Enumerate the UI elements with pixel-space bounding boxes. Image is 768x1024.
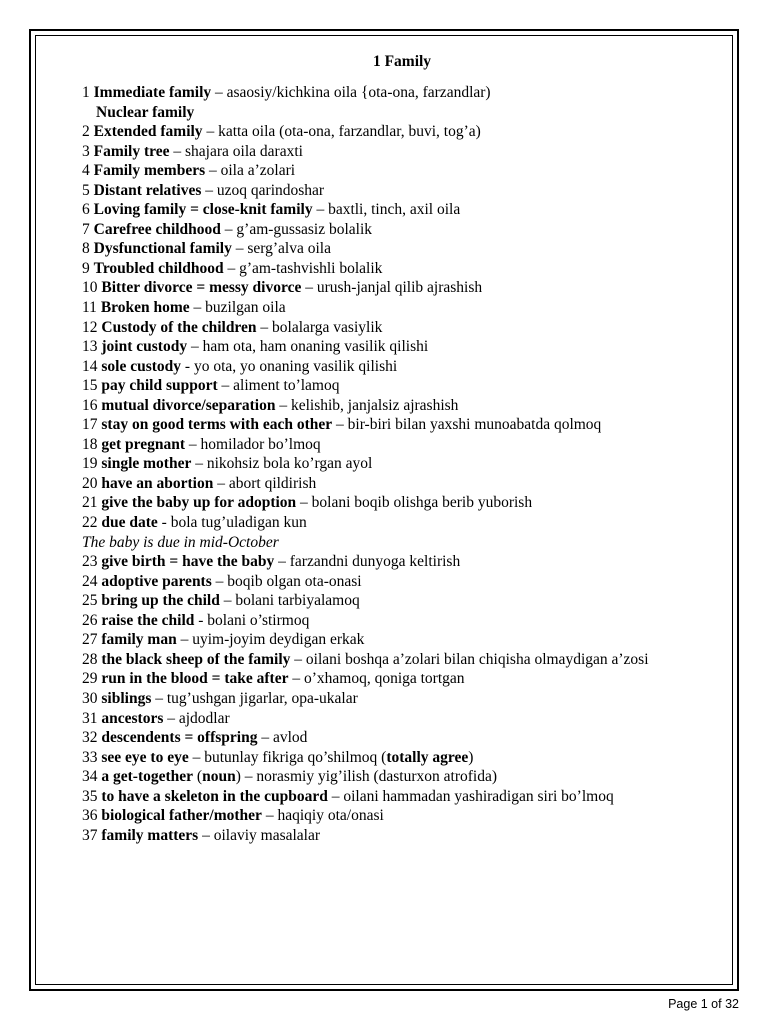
entry-term: pay child support (101, 377, 218, 395)
entry-separator: – (191, 455, 207, 473)
entry-separator: ( (193, 768, 203, 786)
entry-term: ancestors (101, 709, 164, 727)
vocab-entry (82, 728, 712, 748)
entry-term: Custody of the children (101, 318, 257, 336)
entry-term: a get-together (101, 768, 194, 786)
entry-separator: – (219, 592, 236, 610)
entry-separator: – (231, 240, 248, 258)
entry-separator: – (288, 670, 304, 688)
entry-separator: – (290, 650, 306, 668)
entry-number: 17 (82, 416, 98, 434)
entry-term: Family members (93, 162, 206, 180)
vocab-entry (82, 396, 712, 416)
entry-term: family matters (101, 826, 199, 844)
entry-definition: aliment to’lamoq (233, 377, 340, 395)
entry-separator: – (312, 201, 329, 219)
entry-term: Troubled childhood (93, 259, 224, 277)
entry-separator: – (211, 572, 228, 590)
entry-term: Distant relatives (93, 181, 202, 199)
vocab-entry (82, 259, 712, 279)
vocab-entry (82, 161, 712, 181)
entry-number: 4 (82, 162, 90, 180)
entry-definition: bolani boqib olishga berib yuborish (311, 494, 533, 512)
entry-separator: – (198, 826, 214, 844)
entry-definition: uyim-joyim deydigan erkak (192, 631, 365, 649)
entry-number: 33 (82, 748, 98, 766)
entry-number: 24 (82, 572, 98, 590)
vocab-entry (82, 337, 712, 357)
entry-number: 31 (82, 709, 98, 727)
entry-separator: – (223, 259, 240, 277)
vocab-entry (82, 650, 712, 670)
entry-number: 15 (82, 377, 98, 395)
entry-definition: uzoq qarindoshar (216, 181, 325, 199)
entry-number: 23 (82, 553, 98, 571)
entry-separator: – (256, 318, 273, 336)
entry-number: 36 (82, 807, 98, 825)
entry-term: adoptive parents (101, 572, 212, 590)
vocab-entry (82, 220, 712, 240)
entry-definition: avlod (272, 729, 308, 747)
vocab-entry (82, 474, 712, 494)
entry-definition-tail: ) – norasmiy yig’ilish (dasturxon atrofida) (235, 768, 498, 786)
entry-definition: ham ota, ham onaning vasilik qilishi (202, 338, 429, 356)
vocab-entry (82, 493, 712, 513)
entry-definition: oilani boshqa a’zolari bilan chiqisha olmaydigan a’zosi (305, 650, 649, 668)
entry-example: The baby is due in mid-October (82, 533, 279, 551)
vocab-entry (82, 748, 712, 768)
entry-separator: – (151, 689, 167, 707)
vocab-entry (82, 298, 712, 318)
entry-term: siblings (101, 689, 152, 707)
entry-term: Extended family (93, 123, 203, 141)
vocabulary-list (82, 83, 712, 845)
entry-definition: yo ota, yo onaning vasilik qilishi (193, 357, 398, 375)
vocab-entry (82, 415, 712, 435)
entry-separator: – (274, 553, 290, 571)
entry-term: family man (101, 631, 177, 649)
entry-number: 2 (82, 123, 90, 141)
entry-separator: – (187, 338, 203, 356)
vocab-entry (82, 83, 712, 122)
entry-definition: shajara oila daraxti (185, 142, 303, 160)
vocab-entry (82, 435, 712, 455)
entry-number: 25 (82, 592, 98, 610)
entry-number: 22 (82, 514, 98, 532)
entry-term: the black sheep of the family (101, 650, 291, 668)
entry-number: 29 (82, 670, 98, 688)
entry-separator: – (327, 787, 344, 805)
entry-definition: bolani o’stirmoq (207, 611, 310, 629)
entry-note: noun (202, 768, 236, 786)
entry-number: 11 (82, 299, 97, 317)
entry-definition: buzilgan oila (205, 299, 286, 317)
entry-separator: – (220, 220, 237, 238)
entry-term: Family tree (93, 142, 170, 160)
entry-definition: bolalarga vasiylik (272, 318, 383, 336)
page-title: 1 Family (372, 53, 432, 70)
vocab-entry (82, 278, 712, 298)
entry-definition: boqib olgan ota-onasi (227, 572, 362, 590)
entry-separator: – (202, 123, 219, 141)
entry-term: mutual divorce/separation (101, 396, 276, 414)
entry-number: 30 (82, 689, 98, 707)
entry-term: get pregnant (101, 435, 186, 453)
entry-separator: – (205, 162, 221, 180)
entry-definition: ajdodlar (178, 709, 230, 727)
entry-number: 8 (82, 240, 90, 258)
entry-separator: - (157, 514, 171, 532)
vocab-entry (82, 826, 712, 846)
entry-term: single mother (101, 455, 192, 473)
entry-separator: – (332, 416, 348, 434)
entry-definition: g’am-gussasiz bolalik (236, 220, 373, 238)
entry-number: 13 (82, 338, 98, 356)
entry-definition: tug’ushgan jigarlar, opa-ukalar (166, 689, 358, 707)
entry-definition: bir-biri bilan yaxshi munoabatda qolmoq (347, 416, 602, 434)
entry-separator: – (201, 181, 217, 199)
entry-definition-tail: ) (468, 748, 474, 766)
entry-number: 7 (82, 220, 90, 238)
entry-definition: g’am-tashvishli bolalik (239, 259, 383, 277)
entry-term: run in the blood = take after (101, 670, 289, 688)
vocab-entry (82, 806, 712, 826)
vocab-entry (82, 357, 712, 377)
entry-term: bring up the child (101, 592, 220, 610)
entry-separator: – (213, 474, 229, 492)
entry-definition: oila a’zolari (220, 162, 296, 180)
entry-term: sole custody (101, 357, 182, 375)
vocab-entry (82, 181, 712, 201)
vocab-entry (82, 709, 712, 729)
entry-separator: – (185, 435, 201, 453)
page-number: Page 1 of 32 (668, 997, 739, 1011)
entry-definition: asaosiy/kichkina oila {ota-ona, farzandlar) (226, 84, 491, 101)
vocab-entry (82, 318, 712, 338)
entry-term: due date (101, 514, 158, 532)
entry-number: 18 (82, 435, 98, 453)
entry-number: 10 (82, 279, 98, 297)
entry-note: totally agree (386, 748, 469, 766)
entry-number: 19 (82, 455, 98, 473)
vocab-entry (82, 552, 712, 572)
vocab-entry (82, 689, 712, 709)
entry-term: Loving family = close-knit family (93, 201, 313, 219)
entry-definition: kelishib, janjalsiz ajrashish (290, 396, 459, 414)
entry-synonym: Nuclear family (96, 103, 195, 121)
entry-number: 9 (82, 259, 90, 277)
entry-term: have an abortion (101, 474, 214, 492)
entry-number: 37 (82, 826, 98, 844)
entry-definition: homilador bo’lmoq (200, 435, 321, 453)
vocab-entry (82, 630, 712, 650)
entry-definition: butunlay fikriga qo’shilmoq ( (204, 748, 387, 766)
vocab-entry (82, 142, 712, 162)
entry-separator: – (211, 84, 227, 101)
vocab-entry (82, 591, 712, 611)
entry-term: to have a skeleton in the cupboard (101, 787, 328, 805)
entry-definition: nikohsiz bola ko’rgan ayol (206, 455, 373, 473)
vocab-entry (82, 239, 712, 259)
entry-term: descendents = offspring (101, 729, 258, 747)
entry-number: 35 (82, 787, 98, 805)
entry-number: 1 (82, 84, 90, 101)
entry-definition: katta oila (ota-ona, farzandlar, buvi, tog’a) (218, 123, 481, 141)
entry-number: 14 (82, 357, 98, 375)
entry-definition: baxtli, tinch, axil oila (328, 201, 461, 219)
entry-number: 28 (82, 650, 98, 668)
entry-number: 6 (82, 201, 90, 219)
entry-separator: - (181, 357, 194, 375)
entry-term: Carefree childhood (93, 220, 221, 238)
entry-term: give birth = have the baby (101, 553, 275, 571)
entry-separator: – (217, 377, 234, 395)
entry-number: 16 (82, 396, 98, 414)
vocab-entry (82, 122, 712, 142)
entry-term: give the baby up for adoption (101, 494, 297, 512)
entry-number: 32 (82, 729, 98, 747)
entry-term: Broken home (100, 299, 190, 317)
entry-separator: – (275, 396, 291, 414)
vocab-entry (82, 376, 712, 396)
entry-separator: - (194, 611, 208, 629)
entry-number: 5 (82, 181, 90, 199)
entry-separator: – (163, 709, 179, 727)
entry-number: 34 (82, 768, 98, 786)
entry-separator: – (261, 807, 278, 825)
entry-definition: oilaviy masalalar (213, 826, 321, 844)
entry-number: 26 (82, 611, 98, 629)
entry-definition: o’xhamoq, qoniga tortgan (303, 670, 465, 688)
entry-number: 27 (82, 631, 98, 649)
document-body (82, 51, 712, 845)
vocab-entry (82, 669, 712, 689)
entry-term: joint custody (101, 338, 188, 356)
entry-separator: – (188, 748, 205, 766)
entry-number: 20 (82, 474, 98, 492)
entry-term: see eye to eye (101, 748, 189, 766)
vocab-entry (82, 572, 712, 592)
entry-number: 12 (82, 318, 98, 336)
entry-definition: abort qildirish (228, 474, 317, 492)
entry-separator: – (189, 299, 206, 317)
entry-separator: – (176, 631, 193, 649)
entry-definition: urush-janjal qilib ajrashish (316, 279, 483, 297)
entry-separator: – (296, 494, 312, 512)
entry-definition: bolani tarbiyalamoq (235, 592, 360, 610)
entry-separator: – (257, 729, 273, 747)
entry-definition: haqiqiy ota/onasi (277, 807, 384, 825)
entry-term: Dysfunctional family (93, 240, 232, 258)
vocab-entry (82, 787, 712, 807)
vocab-entry (82, 767, 712, 787)
entry-number: 3 (82, 142, 90, 160)
entry-term: Immediate family (93, 84, 212, 101)
entry-separator: – (301, 279, 317, 297)
entry-term: raise the child (101, 611, 195, 629)
vocab-entry (82, 454, 712, 474)
entry-definition: bola tug’uladigan kun (170, 514, 307, 532)
entry-number: 21 (82, 494, 98, 512)
entry-term: biological father/mother (101, 807, 262, 825)
entry-definition: serg’alva oila (247, 240, 331, 258)
entry-definition: farzandni dunyoga keltirish (289, 553, 461, 571)
vocab-entry (82, 611, 712, 631)
entry-definition: oilani hammadan yashiradigan siri bo’lmoq (343, 787, 614, 805)
entry-separator: – (169, 142, 186, 160)
entry-term: stay on good terms with each other (101, 416, 333, 434)
vocab-entry (82, 513, 712, 533)
vocab-entry (82, 200, 712, 220)
entry-term: Bitter divorce = messy divorce (101, 279, 302, 297)
